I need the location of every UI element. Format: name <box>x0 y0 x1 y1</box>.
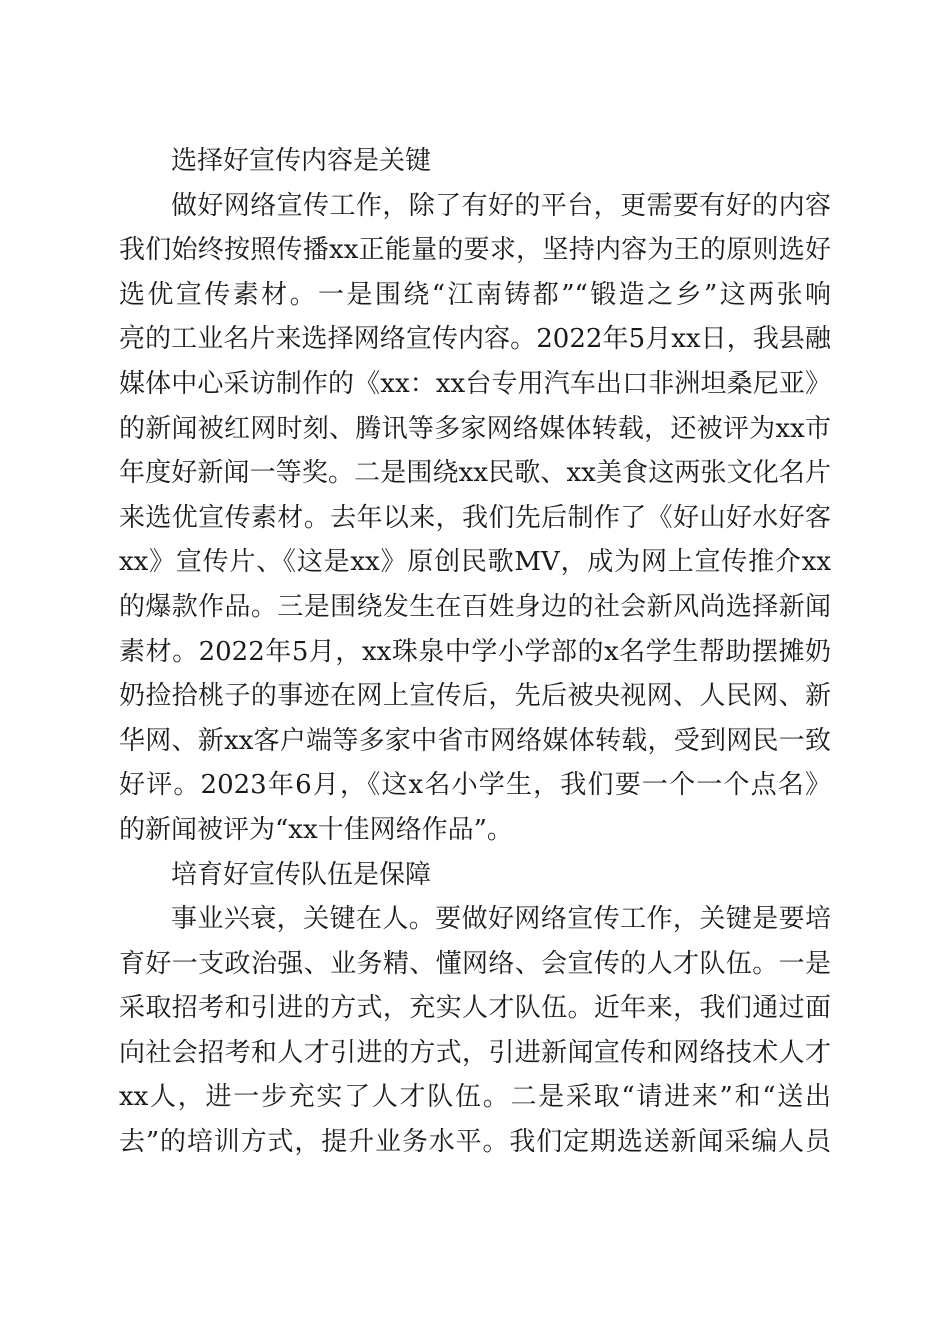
paragraph-line: 华网、新xx客户端等多家中省市网络媒体转载，受到网民一致 <box>119 725 831 756</box>
paragraph-line: 去”的培训方式，提升业务水平。我们定期选送新闻采编人员 <box>119 1127 831 1158</box>
paragraph-line: 事业兴衰，关键在人。要做好网络宣传工作，关键是要培 <box>171 904 831 935</box>
paragraph-line: 媒体中心采访制作的《xx：xx台专用汽车出口非洲坦桑尼亚》 <box>119 368 831 399</box>
paragraph-line: 亮的工业名片来选择网络宣传内容。2022年5月xx日，我县融 <box>119 324 831 355</box>
paragraph-line: 向社会招考和人才引进的方式，引进新闻宣传和网络技术人才 <box>119 1037 831 1068</box>
paragraph-line: 的新闻被评为“xx十佳网络作品”。 <box>119 814 513 845</box>
paragraph-line: 做好网络宣传工作，除了有好的平台，更需要有好的内容 <box>171 190 831 221</box>
section-heading: 选择好宣传内容是关键 <box>171 146 432 176</box>
paragraph-line: xx人，进一步充实了人才队伍。二是采取“请进来”和“送出 <box>119 1082 831 1113</box>
paragraph-line: 我们始终按照传播xx正能量的要求，坚持内容为王的原则选好 <box>119 235 831 266</box>
paragraph-line: 年度好新闻一等奖。二是围绕xx民歌、xx美食这两张文化名片 <box>119 458 831 489</box>
paragraph-line: 好评。2023年6月，《这x名小学生，我们要一个一个点名》 <box>119 770 831 801</box>
paragraph-line: xx》宣传片、《这是xx》原创民歌MV，成为网上宣传推介xx <box>119 547 831 578</box>
paragraph-line: 奶捡拾桃子的事迹在网上宣传后，先后被央视网、人民网、新 <box>119 681 831 712</box>
section-heading: 培育好宣传队伍是保障 <box>171 859 432 890</box>
paragraph-line: 来选优宣传素材。去年以来，我们先后制作了《好山好水好客 <box>119 502 831 533</box>
document-body <box>119 139 831 1165</box>
paragraph-line: 选优宣传素材。一是围绕“江南铸都”“锻造之乡”这两张响 <box>119 279 831 310</box>
paragraph-line: 育好一支政治强、业务精、懂网络、会宣传的人才队伍。一是 <box>119 948 831 979</box>
paragraph-line: 的爆款作品。三是围绕发生在百姓身边的社会新风尚选择新闻 <box>119 591 831 622</box>
paragraph-line: 的新闻被红网时刻、腾讯等多家网络媒体转载，还被评为xx市 <box>119 413 831 444</box>
paragraph-line: 素材。2022年5月，xx珠泉中学小学部的x名学生帮助摆摊奶 <box>119 636 831 667</box>
paragraph-line: 采取招考和引进的方式，充实人才队伍。近年来，我们通过面 <box>119 993 831 1024</box>
